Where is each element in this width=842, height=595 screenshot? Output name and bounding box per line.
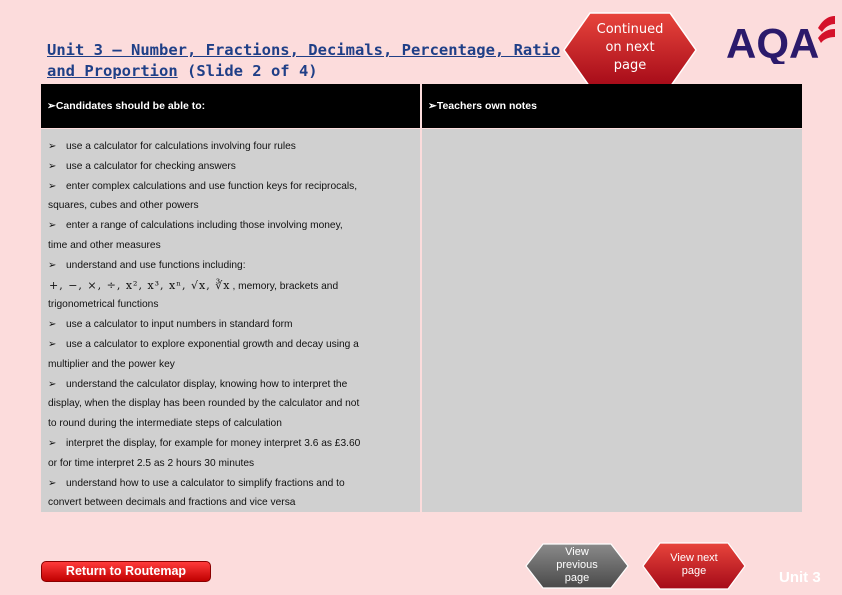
objective-line [48, 236, 418, 256]
arrow-bullet-icon: ➢ [48, 319, 57, 331]
arrow-bullet-icon: ➢ [48, 378, 57, 390]
next-line-1: View next [670, 552, 718, 564]
objective-line [48, 493, 418, 513]
calculator-functions: +, −, ×, ÷, x², x³, xⁿ, √x, ∛x [49, 278, 231, 292]
objective-line [48, 216, 418, 236]
badge-line-3: page [613, 58, 647, 73]
objective-line [48, 276, 418, 296]
aqa-logo [726, 14, 836, 64]
candidates-column [41, 129, 420, 512]
arrow-bullet-icon: ➢ [47, 100, 56, 112]
objective-line [48, 394, 418, 414]
objective-line [48, 196, 418, 216]
aqa-logo-text: AQA [726, 20, 820, 64]
aqa-swoosh-icon [818, 16, 835, 43]
objective-text: display, when the display has been rounded by the calculator and not [48, 398, 360, 410]
objective-text: use a calculator to input numbers in standard form [66, 319, 293, 331]
objectives-list [48, 137, 418, 513]
arrow-bullet-icon: ➢ [428, 100, 437, 112]
objective-text: enter complex calculations and use function keys for reciprocals, [66, 180, 358, 192]
objective-text: understand how to use a calculator to simplify fractions and to [66, 477, 345, 489]
unit-label: Unit 3 [779, 569, 821, 586]
previous-line-1: View [565, 546, 589, 558]
objective-text: use a calculator for checking answers [66, 160, 236, 172]
objective-line [48, 375, 418, 395]
arrow-bullet-icon: ➢ [48, 180, 57, 192]
objective-text: squares, cubes and other powers [48, 200, 199, 212]
page-title-slide-number: (Slide 2 of 4) [177, 62, 318, 80]
objective-text: trigonometrical functions [48, 299, 159, 311]
header-teachers-notes-label: Teachers own notes [436, 100, 537, 112]
arrow-bullet-icon: ➢ [48, 160, 57, 172]
objective-line [48, 335, 418, 355]
continued-on-next-page-badge[interactable] [560, 12, 700, 88]
badge-line-1: Continued [596, 22, 664, 37]
objective-text: or for time interpret 2.5 as 2 hours 30 minutes [48, 457, 255, 469]
objective-text: understand and use functions including: [66, 259, 246, 271]
objective-text: convert between decimals and fractions and vice versa [48, 497, 296, 509]
objective-line [48, 315, 418, 335]
arrow-bullet-icon: ➢ [48, 338, 57, 350]
objective-line [48, 355, 418, 375]
content-table [41, 84, 802, 512]
badge-line-2: on next [605, 40, 655, 55]
next-line-2: page [681, 565, 707, 577]
arrow-bullet-icon: ➢ [48, 141, 57, 152]
objective-text: to round during the intermediate steps of calculation [48, 418, 282, 430]
objective-line [48, 474, 418, 494]
view-previous-page-button[interactable] [523, 543, 631, 589]
previous-line-3: page [564, 572, 590, 584]
header-candidates [41, 84, 420, 128]
objective-line [48, 454, 418, 474]
previous-line-2: previous [556, 559, 598, 571]
objective-text: use a calculator for calculations involving four rules [66, 141, 296, 152]
teachers-notes-area[interactable] [422, 129, 802, 512]
objective-text: multiplier and the power key [48, 358, 175, 370]
return-to-routemap-button[interactable]: Return to Routemap [41, 561, 211, 582]
header-candidates-label: Candidates should be able to: [55, 100, 206, 112]
objective-line [48, 137, 418, 157]
header-teachers-notes [422, 84, 802, 128]
objective-text: interpret the display, for example for money interpret 3.6 as £3.60 [66, 437, 361, 449]
objective-line [48, 256, 418, 276]
page-title [47, 40, 567, 82]
objective-text: enter a range of calculations including those involving money, [66, 220, 343, 232]
objective-line [48, 295, 418, 315]
arrow-bullet-icon: ➢ [48, 437, 57, 449]
objective-line [48, 177, 418, 197]
objective-text: understand the calculator display, knowing how to interpret the [66, 378, 348, 390]
arrow-bullet-icon: ➢ [48, 259, 57, 271]
objective-text: , memory, brackets and [232, 280, 339, 292]
objective-text: use a calculator to explore exponential growth and decay using a [66, 338, 359, 350]
arrow-bullet-icon: ➢ [48, 477, 57, 489]
view-next-page-button[interactable] [640, 542, 748, 590]
page-title-main: Unit 3 – Number, Fractions, Decimals, Percentage, Ratio and Proportion [47, 41, 561, 80]
objective-line [48, 157, 418, 177]
arrow-bullet-icon: ➢ [48, 220, 57, 232]
objective-text: time and other measures [48, 239, 161, 251]
objective-line [48, 434, 418, 454]
objective-line [48, 414, 418, 434]
